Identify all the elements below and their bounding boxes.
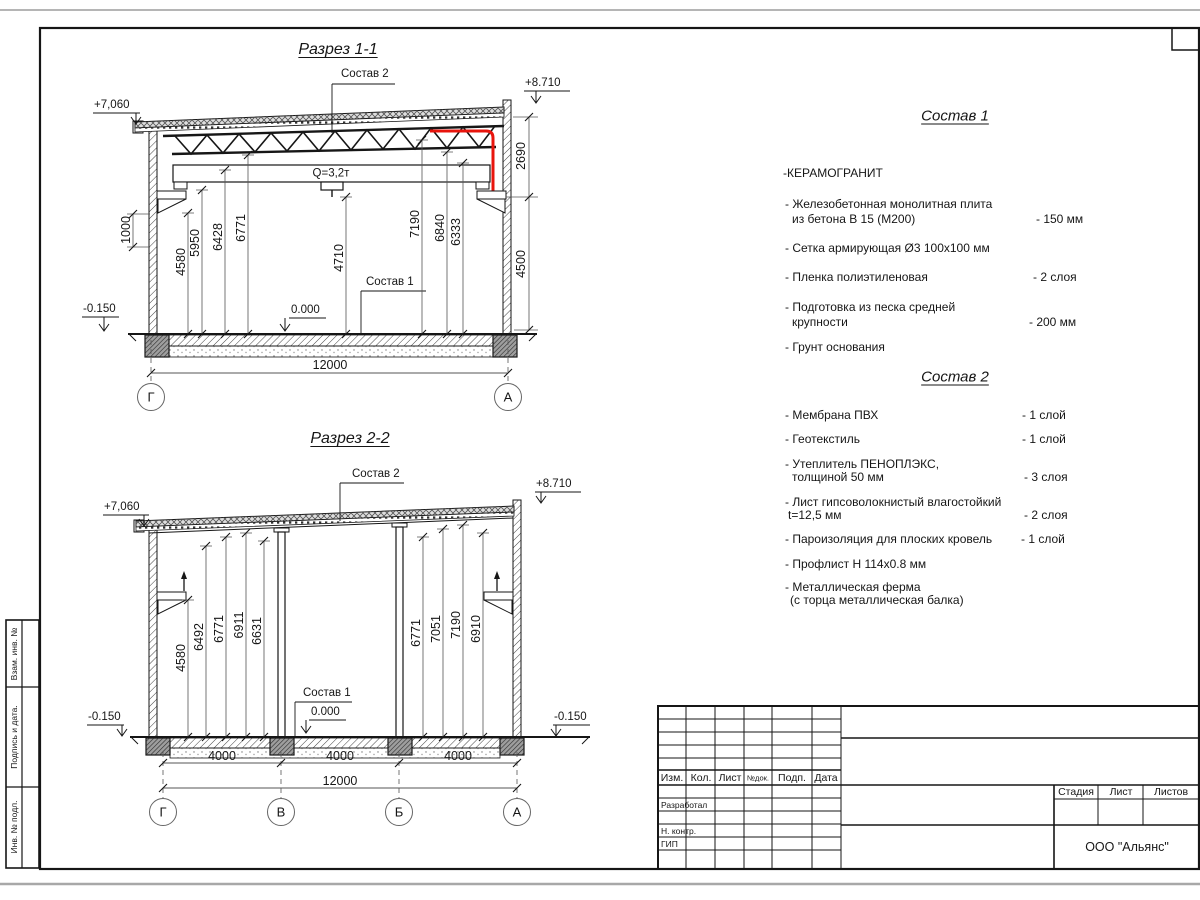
company-name: ООО "Альянс" <box>1085 839 1169 854</box>
dim-value: 6428 <box>210 223 225 251</box>
titleblock-col-header: Дата <box>814 771 838 784</box>
list-item-value: - 1 слой <box>1022 432 1066 446</box>
titleblock-row-label: ГИП <box>661 838 678 849</box>
dim-value: 4000 <box>326 748 354 763</box>
side-stamp-label: Инв. № подл. <box>8 800 19 854</box>
list-item: t=12,5 мм <box>788 508 842 522</box>
titleblock-row-label: Н. контр. <box>661 825 697 836</box>
titleblock-col-header: №док. <box>747 773 769 783</box>
side-stamp-label: Подпись и дата. <box>8 705 19 769</box>
titleblock-stage-header: Лист <box>1109 785 1133 798</box>
axis-label: Б <box>394 804 404 820</box>
dim-value: 6333 <box>448 218 463 246</box>
dim-value: 7190 <box>407 210 422 238</box>
titleblock-row-label: Разработал <box>661 799 708 810</box>
dim-value: 6771 <box>211 615 226 643</box>
list-item: - Сетка армирующая Ø3 100х100 мм <box>785 241 990 255</box>
axis-label: Г <box>147 389 155 405</box>
dim-value: 6771 <box>408 619 423 647</box>
list-item: крупности <box>792 315 848 329</box>
crane-trolley <box>321 182 343 190</box>
list-item: - Мембрана ПВХ <box>785 408 879 422</box>
dim-value: 1000 <box>118 216 133 244</box>
axis-label: А <box>503 389 513 405</box>
list-item: - Профлист Н 114х0.8 мм <box>785 557 927 571</box>
list-item: -КЕРАМОГРАНИТ <box>783 166 883 180</box>
sostav1-title: Состав 1 <box>921 107 989 125</box>
dim-value: 2690 <box>513 142 528 170</box>
axis-label: А <box>512 804 522 820</box>
list-item: (с торца металлическая балка) <box>790 593 964 607</box>
list-item: - Металлическая ферма <box>785 580 921 594</box>
section2-elevation-top-left: +7,060 <box>104 501 140 513</box>
section2-elevation-minus-right: -0.150 <box>554 711 587 723</box>
list-item: - Утеплитель ПЕНОПЛЭКС, <box>785 457 940 471</box>
list-item: - Пленка полиэтиленовая <box>785 270 928 284</box>
dim-value: 6910 <box>468 615 483 643</box>
list-item: толщиной 50 мм <box>792 470 884 484</box>
list-item-value: - 1 слой <box>1021 532 1065 546</box>
list-item-value: - 150 мм <box>1036 212 1084 226</box>
titleblock-stage-header: Листов <box>1153 785 1189 798</box>
list-item: - Пароизоляция для плоских кровель <box>785 532 993 546</box>
list-item-value: - 2 слоя <box>1024 508 1068 522</box>
dim-value: 4500 <box>513 250 528 278</box>
section1-sostav2-label: Состав 2 <box>341 68 389 80</box>
dim-value: 6631 <box>249 617 264 645</box>
section1-elevation-top-left: +7,060 <box>94 99 130 111</box>
dim-value: 4000 <box>208 748 236 763</box>
titleblock-col-header: Кол. <box>690 771 712 784</box>
corner-stamp-box <box>1172 28 1199 50</box>
list-item: - Железобетонная монолитная плита <box>785 197 993 211</box>
dim-value: 4710 <box>331 244 346 272</box>
section1-title: Разрез 1-1 <box>298 41 378 58</box>
dim-value: 7190 <box>448 611 463 639</box>
section2-sostav1-label: Состав 1 <box>303 687 351 699</box>
titleblock-stage-header: Стадия <box>1058 785 1094 798</box>
section2-title: Разрез 2-2 <box>310 430 390 447</box>
dim-value: 6911 <box>231 611 246 639</box>
dim-value: 4000 <box>444 748 472 763</box>
section2-elevation-zero: 0.000 <box>311 706 340 718</box>
titleblock-col-header: Подп. <box>778 771 806 784</box>
dim-value: 7051 <box>428 615 443 643</box>
list-item: - Подготовка из песка средней <box>785 300 956 314</box>
section2-elevation-minus-left: -0.150 <box>88 711 121 723</box>
list-item: - Геотекстиль <box>785 432 860 446</box>
list-item: - Лист гипсоволокнистый влагостойкий <box>785 495 1002 509</box>
section2-elevation-top-right: +8.710 <box>536 478 572 490</box>
axis-label: Г <box>159 804 167 820</box>
section1-sostav1-label: Состав 1 <box>366 276 414 288</box>
titleblock-col-header: Лист <box>718 771 742 784</box>
dim-value: 6492 <box>191 623 206 651</box>
section1-elevation-top-right: +8.710 <box>525 77 561 89</box>
dim-value: 6840 <box>432 214 447 242</box>
list-item-value: - 3 слоя <box>1024 470 1068 484</box>
crane-capacity-label: Q=3,2т <box>312 167 350 180</box>
titleblock-col-header: Изм. <box>660 771 684 784</box>
dim-total: 12000 <box>312 357 348 372</box>
dim-value: 4580 <box>173 248 188 276</box>
dim-total: 12000 <box>322 773 358 788</box>
section1-elevation-minus: -0.150 <box>83 303 116 315</box>
sostav2-title: Состав 2 <box>921 368 989 386</box>
list-item-value: - 1 слой <box>1022 408 1066 422</box>
list-item-value: - 200 мм <box>1029 315 1077 329</box>
section2-sostav2-label: Состав 2 <box>352 468 400 480</box>
list-item: из бетона В 15 (М200) <box>792 212 916 226</box>
dim-value: 6771 <box>233 214 248 242</box>
list-item: - Грунт основания <box>785 340 885 354</box>
dim-value: 4580 <box>173 644 188 672</box>
list-item-value: - 2 слоя <box>1033 270 1077 284</box>
section1-elevation-zero: 0.000 <box>291 304 320 316</box>
side-stamp-label: Взам. инв. № <box>8 627 19 681</box>
axis-label: В <box>276 804 286 820</box>
dim-value: 5950 <box>187 229 202 257</box>
